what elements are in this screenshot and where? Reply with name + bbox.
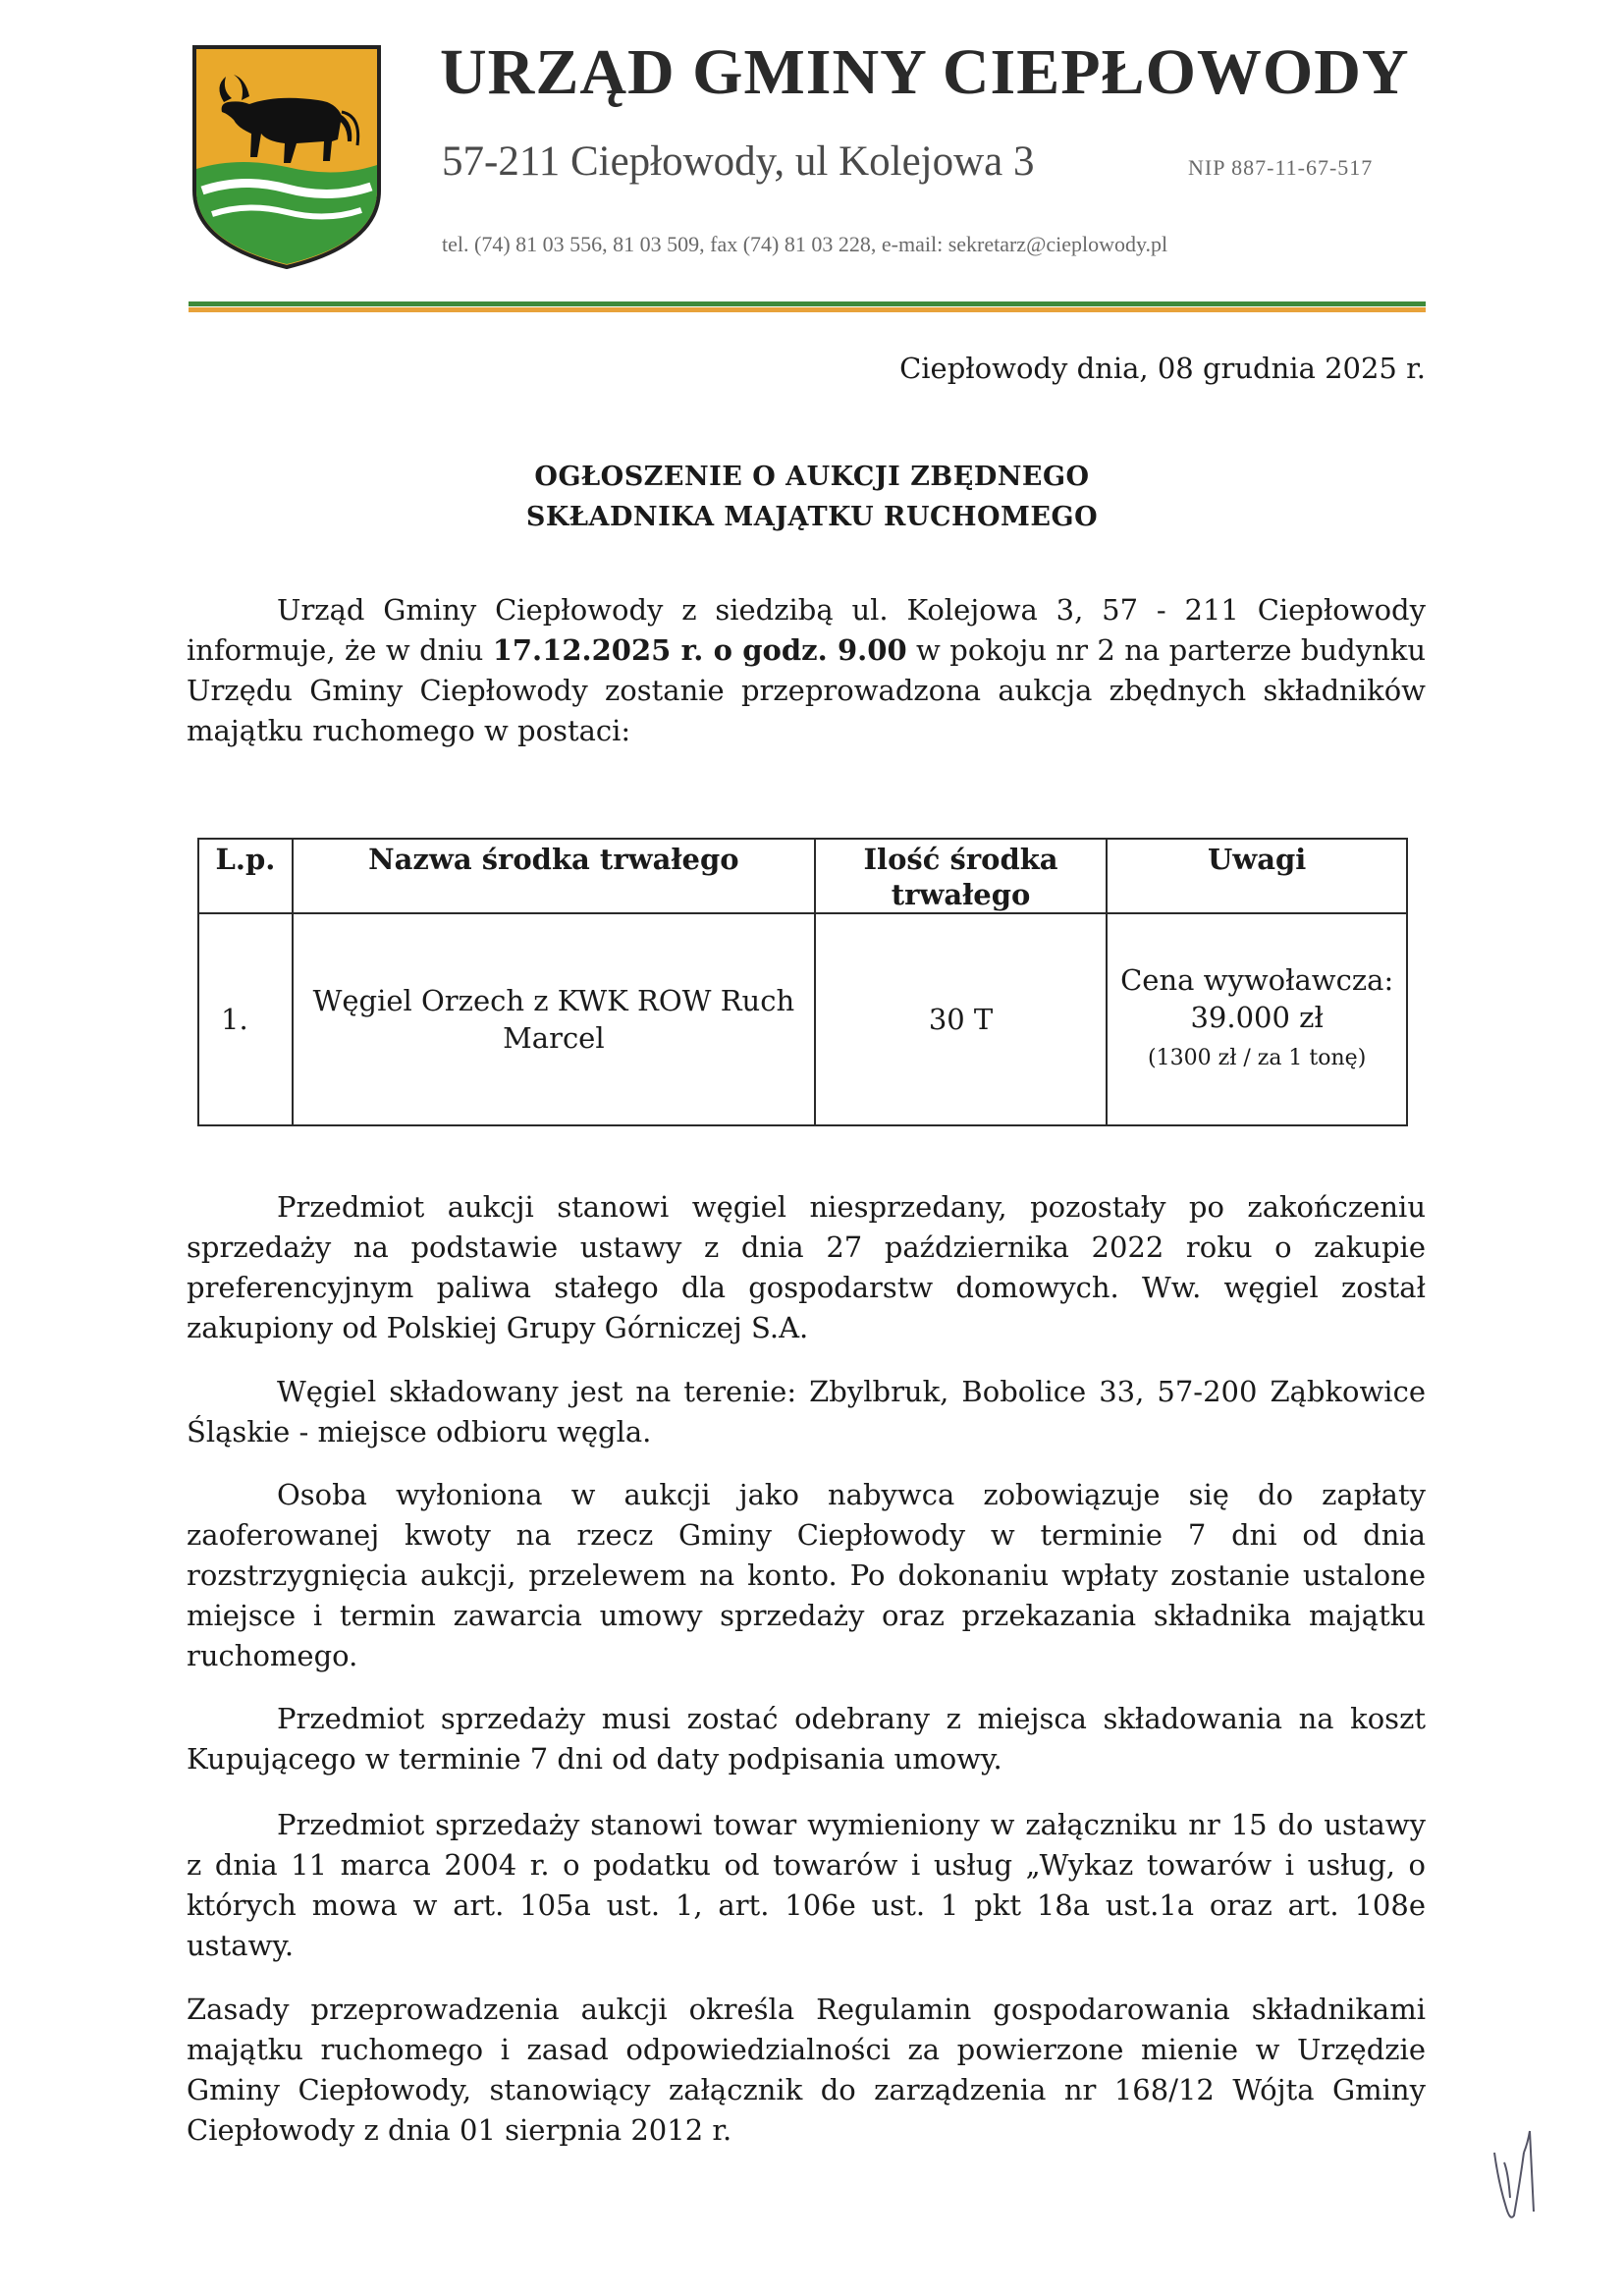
auction-date-time: 17.12.2025 r. o godz. 9.00 — [492, 633, 907, 667]
paragraph-tax: Przedmiot sprzedaży stanowi towar wymieniony w załączniku nr 15 do ustawy z dnia 11 marca 2004 r. o podatku od towarów i usług „Wykaz towarów i usług, o których mowa w art. 105a ust. 1, art. 106e ust. 1 pkt 18a ust.1a oraz art. 108e ustawy. — [187, 1808, 1426, 1962]
header-divider-orange — [189, 307, 1426, 312]
table-header-row — [198, 839, 1407, 913]
document-title-line1: OGŁOSZENIE O AUKCJI ZBĘDNEGO — [534, 462, 1090, 492]
intro-text-start: Urząd Gminy Ciepłowody z siedzibą ul. Kolejowa 3, 57 - 211 Ciepłowody informuje, że w dniu — [187, 593, 1426, 667]
coat-of-arms-icon — [189, 43, 385, 271]
organization-nip: NIP 887-11-67-517 — [1188, 155, 1374, 180]
organization-contact: tel. (74) 81 03 556, 81 03 509, fax (74) 81 03 228, e-mail: sekretarz@cieplowody.pl — [442, 232, 1168, 256]
cell-quantity: 30 T — [815, 913, 1108, 1125]
organization-name: URZĄD GMINY CIEPŁOWODY — [440, 36, 1410, 108]
starting-price: 39.000 zł — [1190, 1001, 1324, 1034]
signature-mark-icon — [1485, 2113, 1553, 2229]
document-date: Ciepłowody dnia, 08 grudnia 2025 r. — [899, 352, 1426, 385]
price-per-ton: (1300 zł / za 1 tonę) — [1148, 1046, 1367, 1070]
paragraph-subject: Przedmiot aukcji stanowi węgiel niesprzedany, pozostały po zakończeniu sprzedaży na podstawie ustawy z dnia 27 października 2022 roku o zakupie preferencyjnym paliwa stałego dla gospodarstw domowych. Ww. węgiel został zakupiony od Polskiej Grupy Górniczej S.A. — [187, 1190, 1426, 1344]
intro-paragraph — [187, 590, 1426, 751]
paragraph-storage: Węgiel składowany jest na terenie: Zbylbruk, Bobolice 33, 57-200 Ząbkowice Śląskie - miejsce odbioru węgla. — [187, 1375, 1426, 1449]
document-title-line2: SKŁADNIKA MAJĄTKU RUCHOMEGO — [525, 502, 1099, 532]
remarks-label: Cena wywoławcza: — [1120, 963, 1394, 997]
table-row — [198, 913, 1407, 1125]
column-header-quantity: Ilość środka trwałego — [815, 839, 1108, 913]
paragraph-regulations: Zasady przeprowadzenia aukcji określa Regulamin gospodarowania składnikami majątku ruchomego i zasad odpowiedzialności za powierzone mienie w Urzędzie Gminy Ciepłowody, stanowiący załącznik do zarządzenia nr 168/12 Wójta Gminy Ciepłowody z dnia 01 sierpnia 2012 r. — [187, 1993, 1426, 2147]
cell-lp: 1. — [198, 913, 293, 1125]
column-header-name: Nazwa środka trwałego — [293, 839, 815, 913]
column-header-lp: L.p. — [198, 839, 293, 913]
asset-table — [197, 838, 1408, 1126]
cell-name: Węgiel Orzech z KWK ROW Ruch Marcel — [293, 913, 815, 1125]
column-header-remarks: Uwagi — [1107, 839, 1407, 913]
cell-remarks — [1107, 913, 1407, 1125]
intro-text-end: w pokoju nr 2 na parterze budynku Urzędu Gminy Ciepłowody zostanie przeprowadzona aukcja zbędnych składników majątku ruchomego w postaci: — [187, 633, 1427, 747]
paragraph-pickup: Przedmiot sprzedaży musi zostać odebrany z miejsca składowania na koszt Kupującego w terminie 7 dni od daty podpisania umowy. — [187, 1702, 1426, 1776]
organization-address: 57-211 Ciepłowody, ul Kolejowa 3 — [442, 138, 1035, 185]
paragraph-payment: Osoba wyłoniona w aukcji jako nabywca zobowiązuje się do zapłaty zaoferowanej kwoty na rzecz Gminy Ciepłowody w terminie 7 dni od dnia rozstrzygnięcia aukcji, przelewem na konto. Po dokonaniu wpłaty zostanie ustalone miejsce i termin zawarcia umowy sprzedaży oraz przekazania składnika majątku ruchomego. — [187, 1478, 1426, 1672]
header-divider-green — [189, 301, 1426, 306]
